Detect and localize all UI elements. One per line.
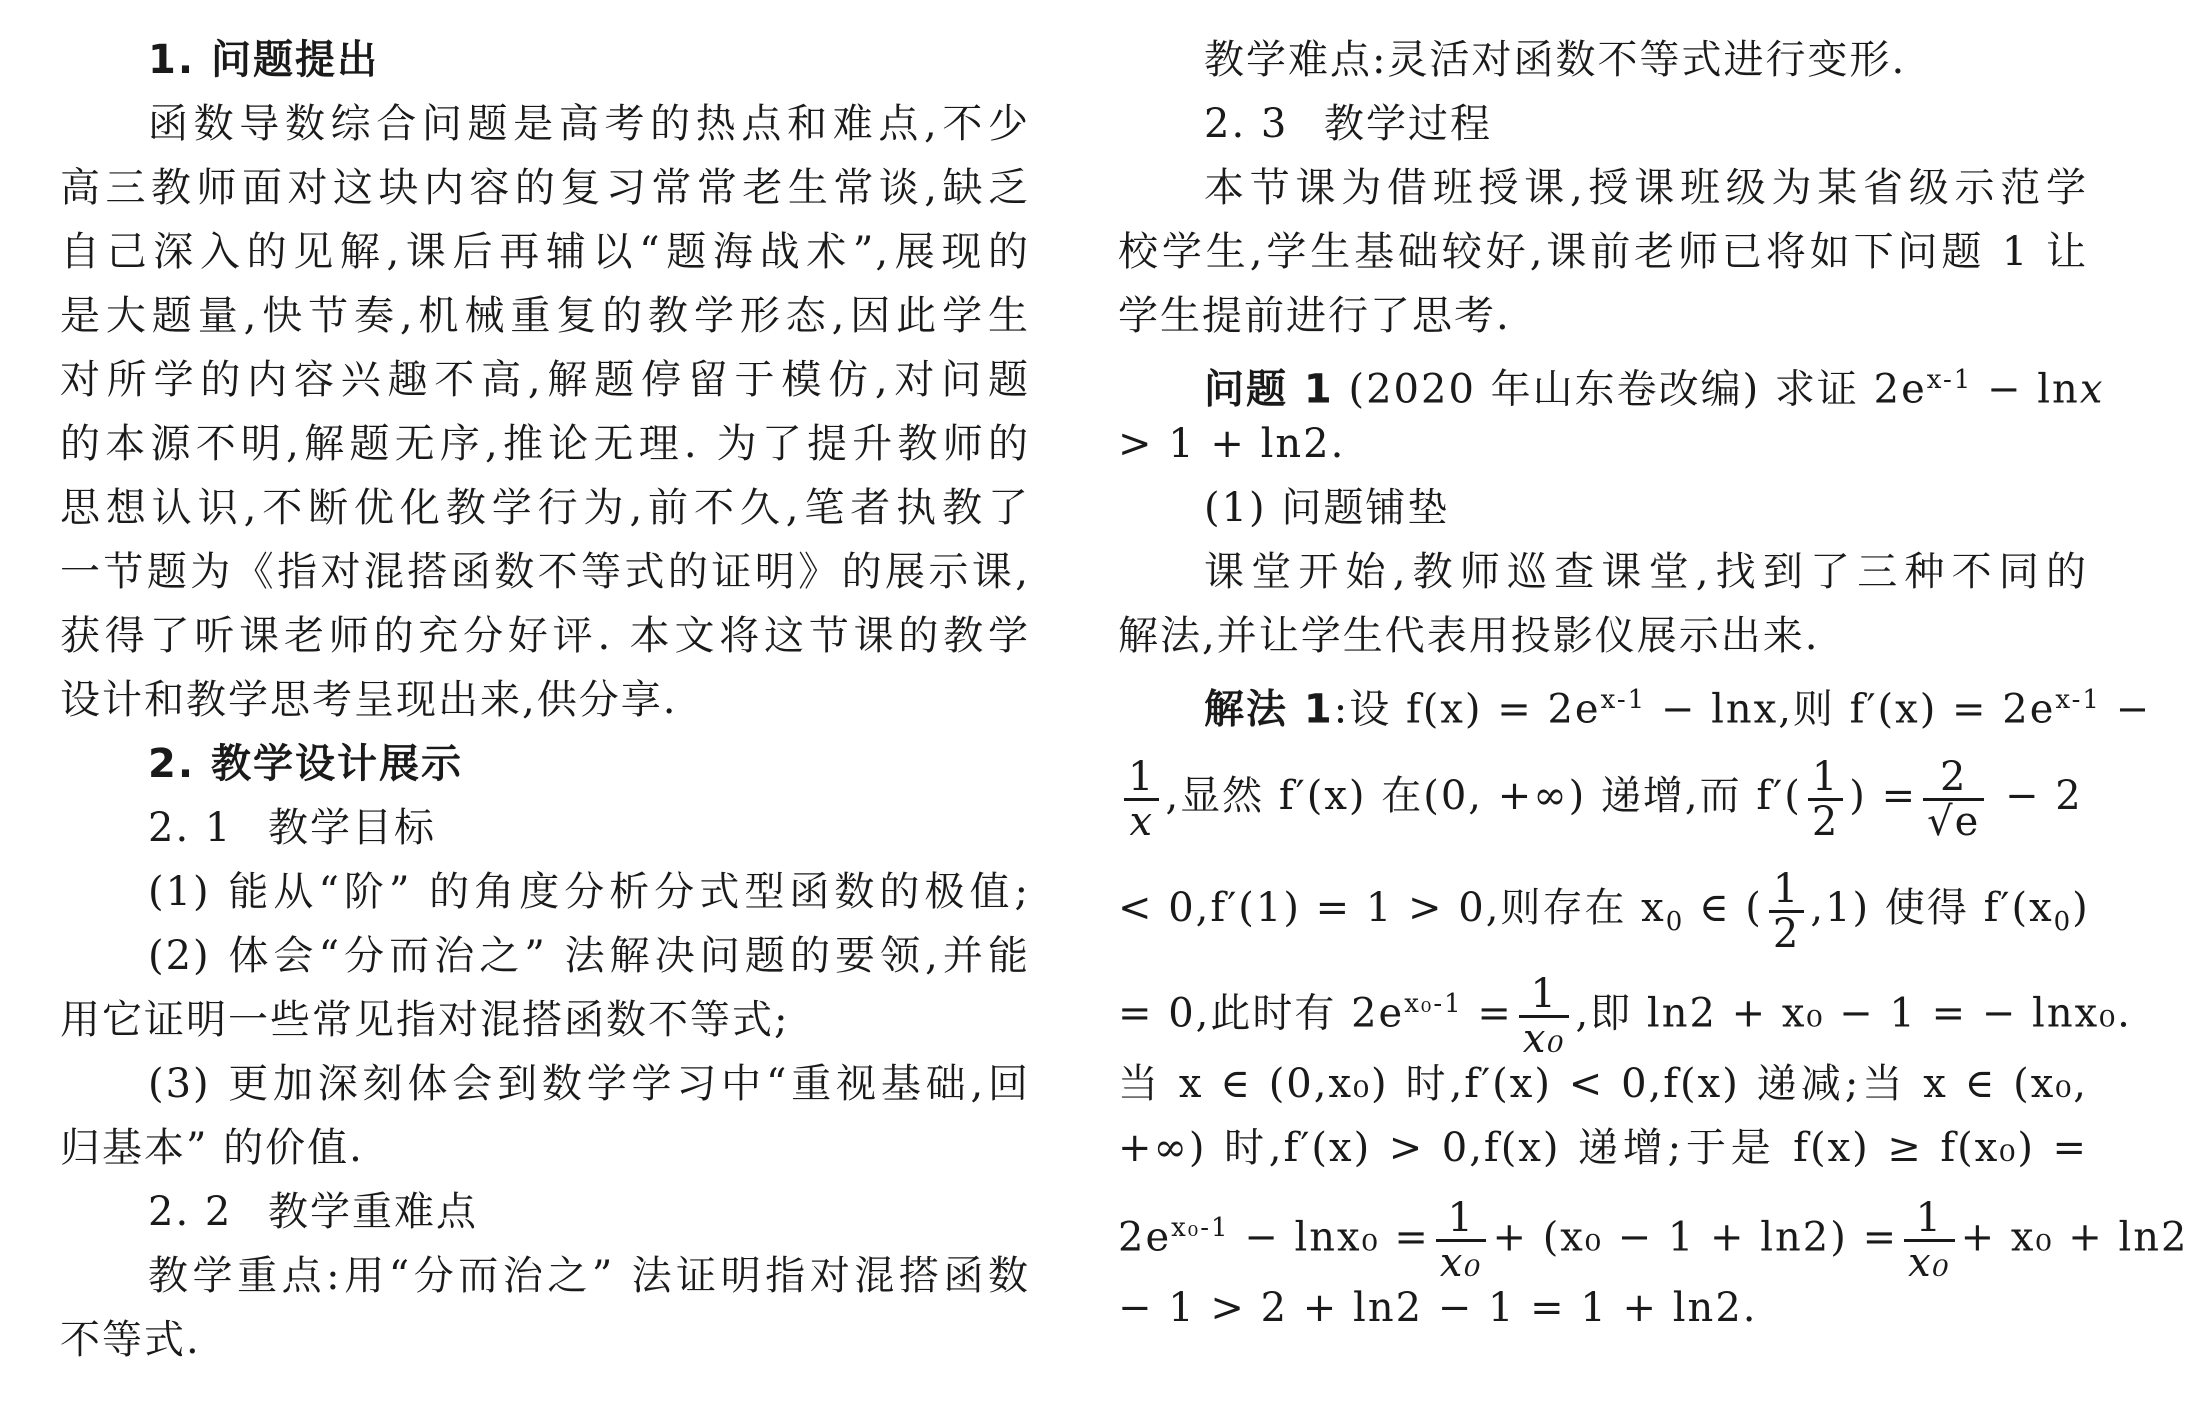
subsection-number: 2. 2 <box>148 1189 233 1235</box>
math-variable: x <box>2079 366 2105 413</box>
math-text: = <box>1462 990 1513 1037</box>
paragraph-line: 设计和教学思考呈现出来,供分享. <box>60 677 678 723</box>
subscript: 0 <box>1665 907 1685 937</box>
fraction-2-over-sqrt-e <box>1923 753 1984 845</box>
exponent: x-1 <box>2055 685 2101 715</box>
paragraph-line: 本节课为借班授课,授课班级为某省级示范学 <box>1204 165 2088 211</box>
problem-statement-cont: > 1 + ln2. <box>1118 421 1346 467</box>
problem-text: (2020 年山东卷改编) 求证 2e <box>1348 366 1927 413</box>
exponent: x-1 <box>1600 685 1647 715</box>
subsection-title: 教学过程 <box>1324 101 1492 147</box>
subsection-2-3-heading <box>1118 92 2088 156</box>
subsection-2-2-heading <box>60 1180 1030 1244</box>
goal-line: (1) 能从“阶” 的角度分析分式型函数的极值; <box>148 869 1030 915</box>
paragraph-line: 高三教师面对这块内容的复习常常老生常谈,缺乏 <box>60 165 1030 211</box>
goal-line: 用它证明一些常见指对混搭函数不等式; <box>60 997 790 1043</box>
goal-line: (2) 体会“分而治之” 法解决问题的要领,并能 <box>148 933 1030 979</box>
math-text: − lnx₀ = <box>1229 1214 1430 1261</box>
subsection-number: 2. 1 <box>148 805 233 851</box>
exponent: x₀-1 <box>1171 1213 1230 1243</box>
subscript: 0 <box>2053 907 2073 937</box>
numerator: 1 <box>1519 973 1570 1018</box>
goal-line: 归基本” 的价值. <box>60 1125 364 1171</box>
math-text: ) <box>2072 885 2090 931</box>
numerator: 1 <box>1436 1197 1487 1242</box>
math-text: :设 f(x) = 2e <box>1333 686 1601 733</box>
denominator: x₀ <box>1908 1239 1951 1286</box>
paragraph-line: 对所学的内容兴趣不高,解题停留于模仿,对问题 <box>60 357 1030 403</box>
math-text: ) = <box>1849 773 1918 819</box>
left-column <box>60 28 1030 1372</box>
math-text: < 0,f′(1) = 1 > 0,则存在 x <box>1118 885 1666 931</box>
difficulty-line: 教学难点:灵活对函数不等式进行变形. <box>1204 37 1907 83</box>
section2-heading: 2. 教学设计展示 <box>148 741 463 787</box>
fraction-1-over-2 <box>1769 865 1804 957</box>
denominator: x₀ <box>1522 1015 1566 1062</box>
solution-line-7 <box>1118 1180 2188 1286</box>
math-text: 2e <box>1118 1214 1172 1261</box>
fraction-1-over-x0 <box>1519 970 1570 1062</box>
numerator: 2 <box>1923 756 1984 801</box>
solution-line-5: 当 x ∈ (0,x₀) 时,f′(x) < 0,f(x) 递减;当 x ∈ (x₀, <box>1118 1061 2088 1107</box>
denominator: √e <box>1927 798 1981 845</box>
fraction-1-over-2 <box>1808 753 1843 845</box>
denominator: 2 <box>1772 910 1801 957</box>
subsection-2-1-heading <box>60 796 1030 860</box>
math-text: = 0,此时有 2e <box>1118 990 1405 1037</box>
paragraph-line: 课堂开始,教师巡查课堂,找到了三种不同的 <box>1204 549 2088 595</box>
fraction-1-over-x0 <box>1436 1194 1487 1286</box>
numerator: 1 <box>1769 868 1804 913</box>
method-label: 解法 1 <box>1204 686 1334 733</box>
key-point-line: 教学重点:用“分而治之” 法证明指对混搭函数 <box>148 1253 1030 1299</box>
solution-line-2 <box>1118 732 2088 860</box>
fraction-1-over-x <box>1124 753 1159 845</box>
solution-line-4 <box>1118 956 2132 1062</box>
subsection-number: 2. 3 <box>1204 101 1289 147</box>
problem-statement <box>1118 348 2105 413</box>
paragraph-line: 思想认识,不断优化教学行为,前不久,笔者执教了 <box>60 485 1030 531</box>
paragraph-line: 是大题量,快节奏,机械重复的教学形态,因此学生 <box>60 293 1030 339</box>
numerator: 1 <box>1124 756 1159 801</box>
denominator: 2 <box>1811 798 1840 845</box>
numerator: 1 <box>1808 756 1843 801</box>
problem-label: 问题 1 <box>1204 366 1334 413</box>
math-text: ∈ ( <box>1684 885 1763 931</box>
exponent: x-1 <box>1926 365 1973 395</box>
denominator: x <box>1129 798 1154 845</box>
solution-line-3 <box>1118 860 2088 956</box>
math-text: + x₀ + ln2 <box>1960 1214 2188 1261</box>
solution-line-8: − 1 > 2 + ln2 − 1 = 1 + ln2. <box>1118 1285 1758 1331</box>
solution-line-1 <box>1118 668 2152 733</box>
math-text: ,显然 f′(x) 在(0, +∞) 递增,而 f′( <box>1165 773 1802 819</box>
paragraph-line: 获得了听课老师的充分好评. 本文将这节课的教学 <box>60 613 1030 659</box>
paragraph-line: 校学生,学生基础较好,课前老师已将如下问题 1 让 <box>1118 229 2088 275</box>
subsection-title: 教学目标 <box>268 805 436 851</box>
paragraph-line: 一节题为《指对混搭函数不等式的证明》的展示课, <box>60 549 1030 595</box>
solution-line-6: +∞) 时,f′(x) > 0,f(x) 递增;于是 f(x) ≥ f(x₀) = <box>1118 1125 2088 1171</box>
key-point-line: 不等式. <box>60 1317 201 1363</box>
math-text: ,即 ln2 + x₀ − 1 = − lnx₀. <box>1575 990 2132 1037</box>
paragraph-line: 的本源不明,解题无序,推论无理. 为了提升教师的 <box>60 421 1030 467</box>
subsection-problem-setup: (1) 问题铺垫 <box>1204 485 1450 531</box>
math-text: − lnx,则 f′(x) = 2e <box>1646 686 2056 733</box>
paragraph-line: 自己深入的见解,课后再辅以“题海战术”,展现的 <box>60 229 1030 275</box>
math-text: + (x₀ − 1 + ln2) = <box>1492 1214 1899 1261</box>
problem-text-end: − ln <box>1972 366 2080 413</box>
denominator: x₀ <box>1439 1239 1483 1286</box>
goal-line: (3) 更加深刻体会到数学学习中“重视基础,回 <box>148 1061 1030 1107</box>
math-text: − <box>2100 686 2152 733</box>
paragraph-line: 解法,并让学生代表用投影仪展示出来. <box>1118 613 1820 659</box>
math-text: ,1) 使得 f′(x <box>1810 885 2054 931</box>
exponent: x₀-1 <box>1404 989 1463 1019</box>
fraction-1-over-x0 <box>1904 1194 1955 1286</box>
numerator: 1 <box>1904 1197 1955 1242</box>
paragraph-line: 函数导数综合问题是高考的热点和难点,不少 <box>148 101 1030 147</box>
right-column <box>1118 28 2188 1340</box>
section1-heading: 1. 问题提出 <box>148 37 379 83</box>
paragraph-line: 学生提前进行了思考. <box>1118 293 1511 339</box>
subsection-title: 教学重难点 <box>268 1189 478 1235</box>
math-text: − 2 <box>1990 773 2083 819</box>
